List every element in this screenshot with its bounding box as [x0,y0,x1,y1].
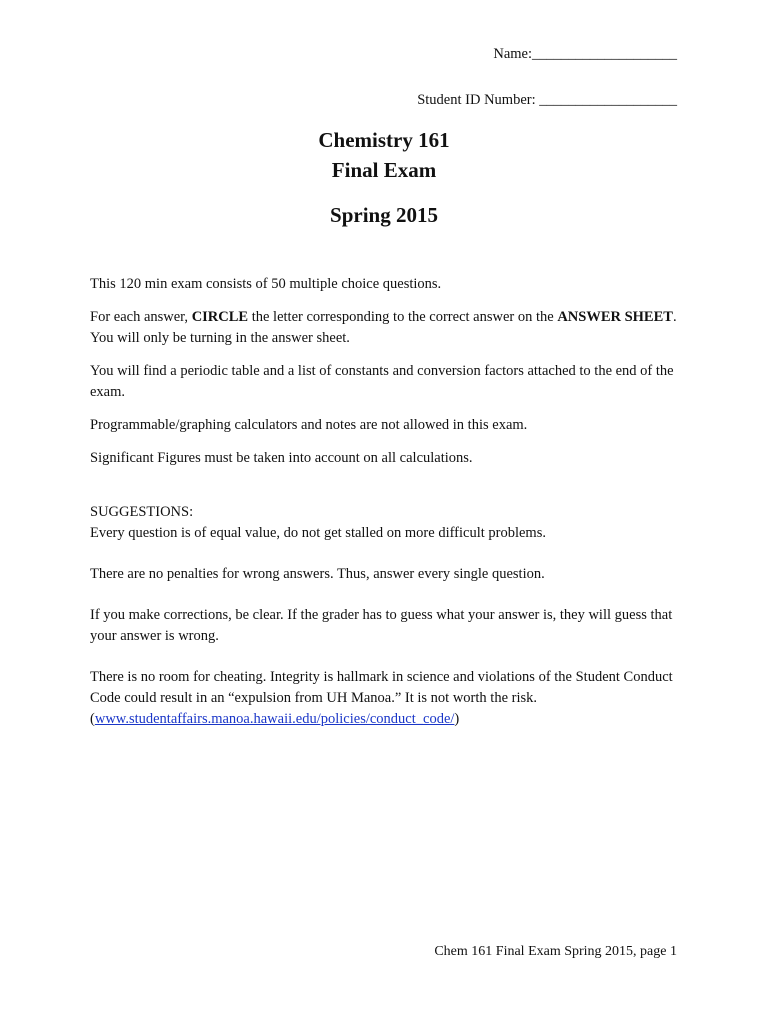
instruction-calculators: Programmable/graphing calculators and notes are not allowed in this exam. [90,417,528,433]
suggestion-cheating [90,667,680,730]
cheating-text: There is no room for cheating. Integrity is hallmark in science and violations of the Student Conduct Code could result in an “expulsion from UH Manoa.” It is not worth the risk. [90,669,673,706]
instruction-text: For each answer, [90,309,192,325]
answer-sheet-emphasis: ANSWER SHEET [557,309,673,325]
suggestions-heading: SUGGESTIONS: [90,504,194,520]
instruction-circle-answer [90,307,680,349]
instruction-text: . You will only be turning in the answer sheet. [90,309,677,346]
student-id-field-line: Student ID Number: ___________________ [417,92,677,108]
page-footer: Chem 161 Final Exam Spring 2015, page 1 [434,944,677,959]
name-field-line: Name:____________________ [493,46,677,62]
instruction-exam-length: This 120 min exam consists of 50 multiple choice questions. [90,276,442,292]
instruction-text: the letter corresponding to the correct answer on the [248,309,558,325]
suggestion-no-penalties: There are no penalties for wrong answers. Thus, answer every single question. [90,566,545,582]
conduct-code-link[interactable]: www.studentaffairs.manoa.hawaii.edu/policies/conduct_code/ [94,711,455,727]
instruction-significant-figures: Significant Figures must be taken into account on all calculations. [90,450,473,466]
link-paren-open: ( [90,711,95,727]
suggestion-equal-value: Every question is of equal value, do not get stalled on more difficult problems. [90,525,546,541]
instruction-periodic-table: You will find a periodic table and a list of constants and conversion factors attached to the end of the exam. [90,363,674,400]
course-title: Chemistry 161 [318,128,450,152]
exam-term: Spring 2015 [330,203,438,227]
suggestion-corrections: If you make corrections, be clear. If the grader has to guess what your answer is, they will guess that your answer is wrong. [90,607,673,644]
exam-title: Final Exam [331,158,437,182]
link-paren-close: ) [454,711,460,727]
circle-emphasis: CIRCLE [191,309,249,325]
